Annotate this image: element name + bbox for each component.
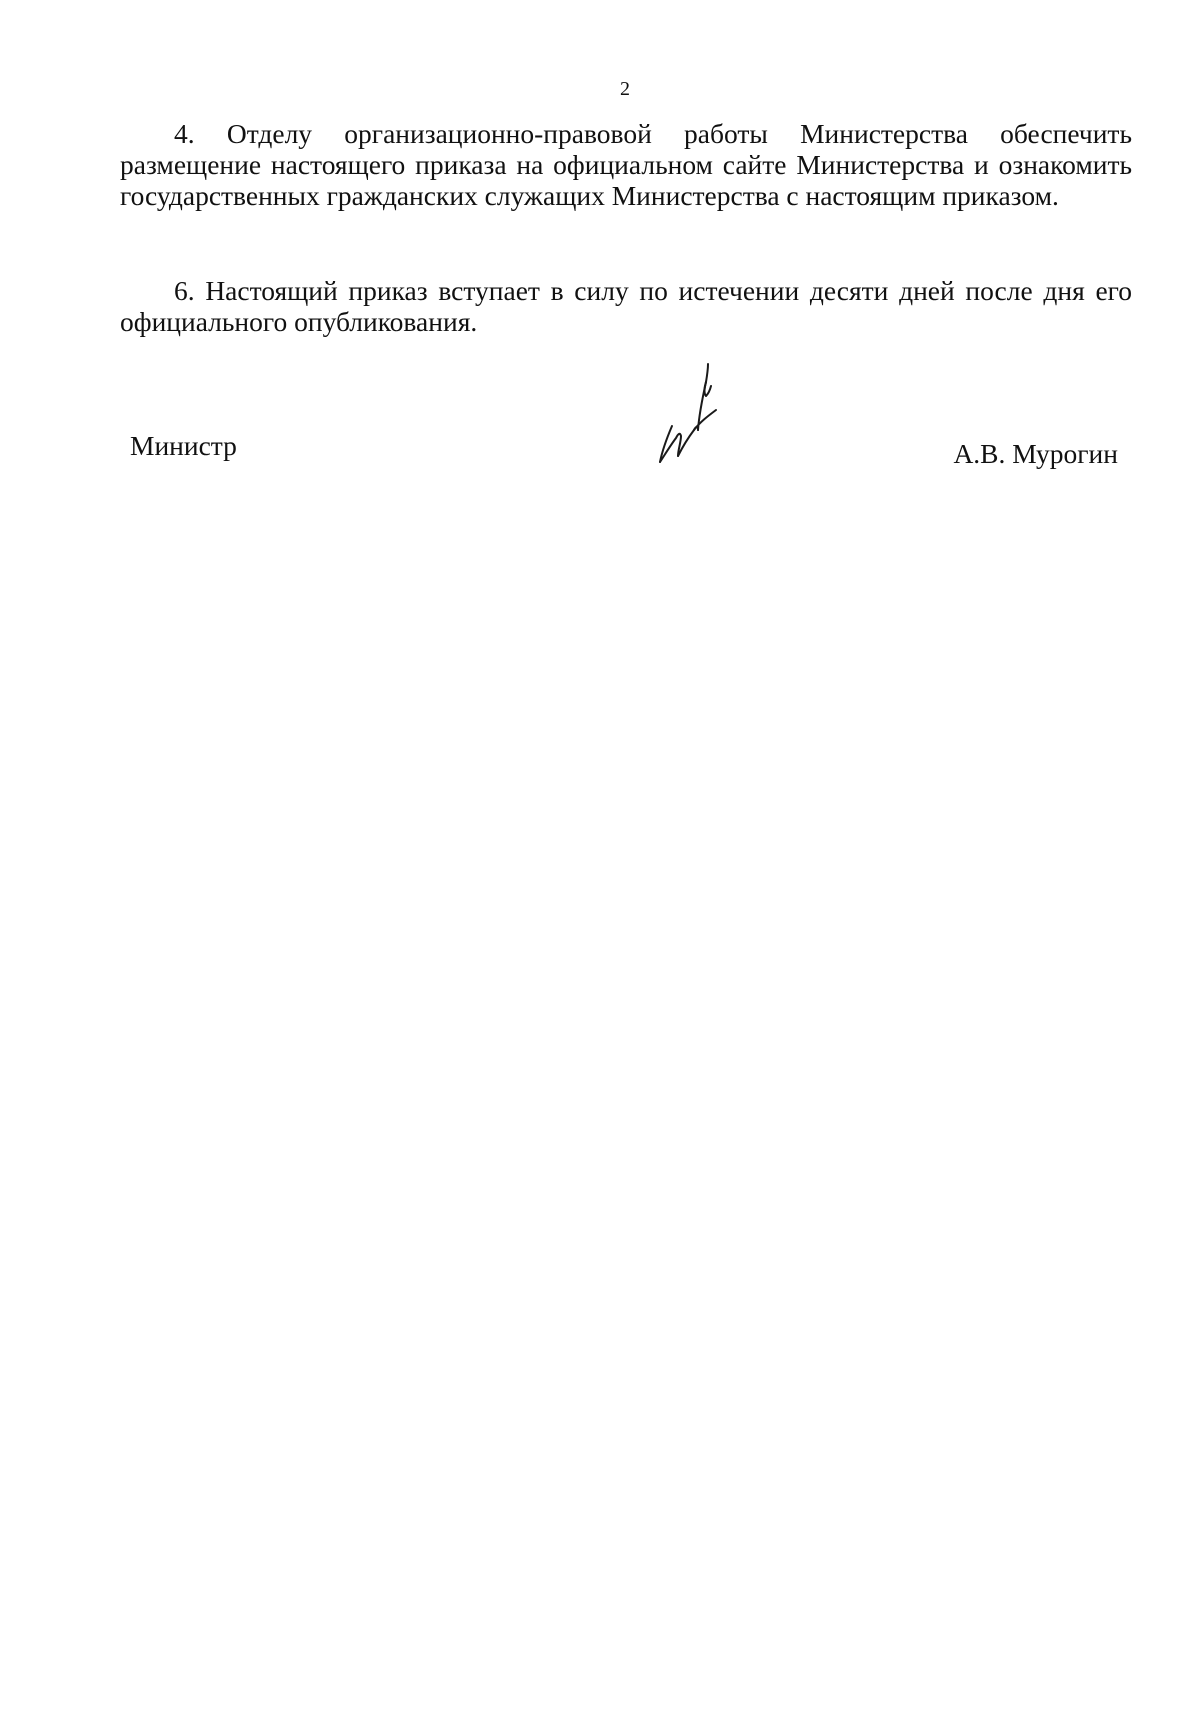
paragraph-6: 6. Настоящий приказ вступает в силу по истечении десяти дней после дня его официального опубликования. [120,275,1132,337]
page-number: 2 [620,78,630,100]
signature-block [120,360,1132,480]
signatory-title: Министр [130,430,237,461]
handwritten-signature-icon [648,360,738,470]
signatory-name: А.В. Мурогин [953,438,1118,469]
paragraph-4: 4. Отделу организационно-правовой работы Министерства обеспечить размещение настоящего приказа на официальном сайте Министерства и ознакомить государственных гражданских служащих Министерства с настоящим приказом. [120,118,1132,211]
